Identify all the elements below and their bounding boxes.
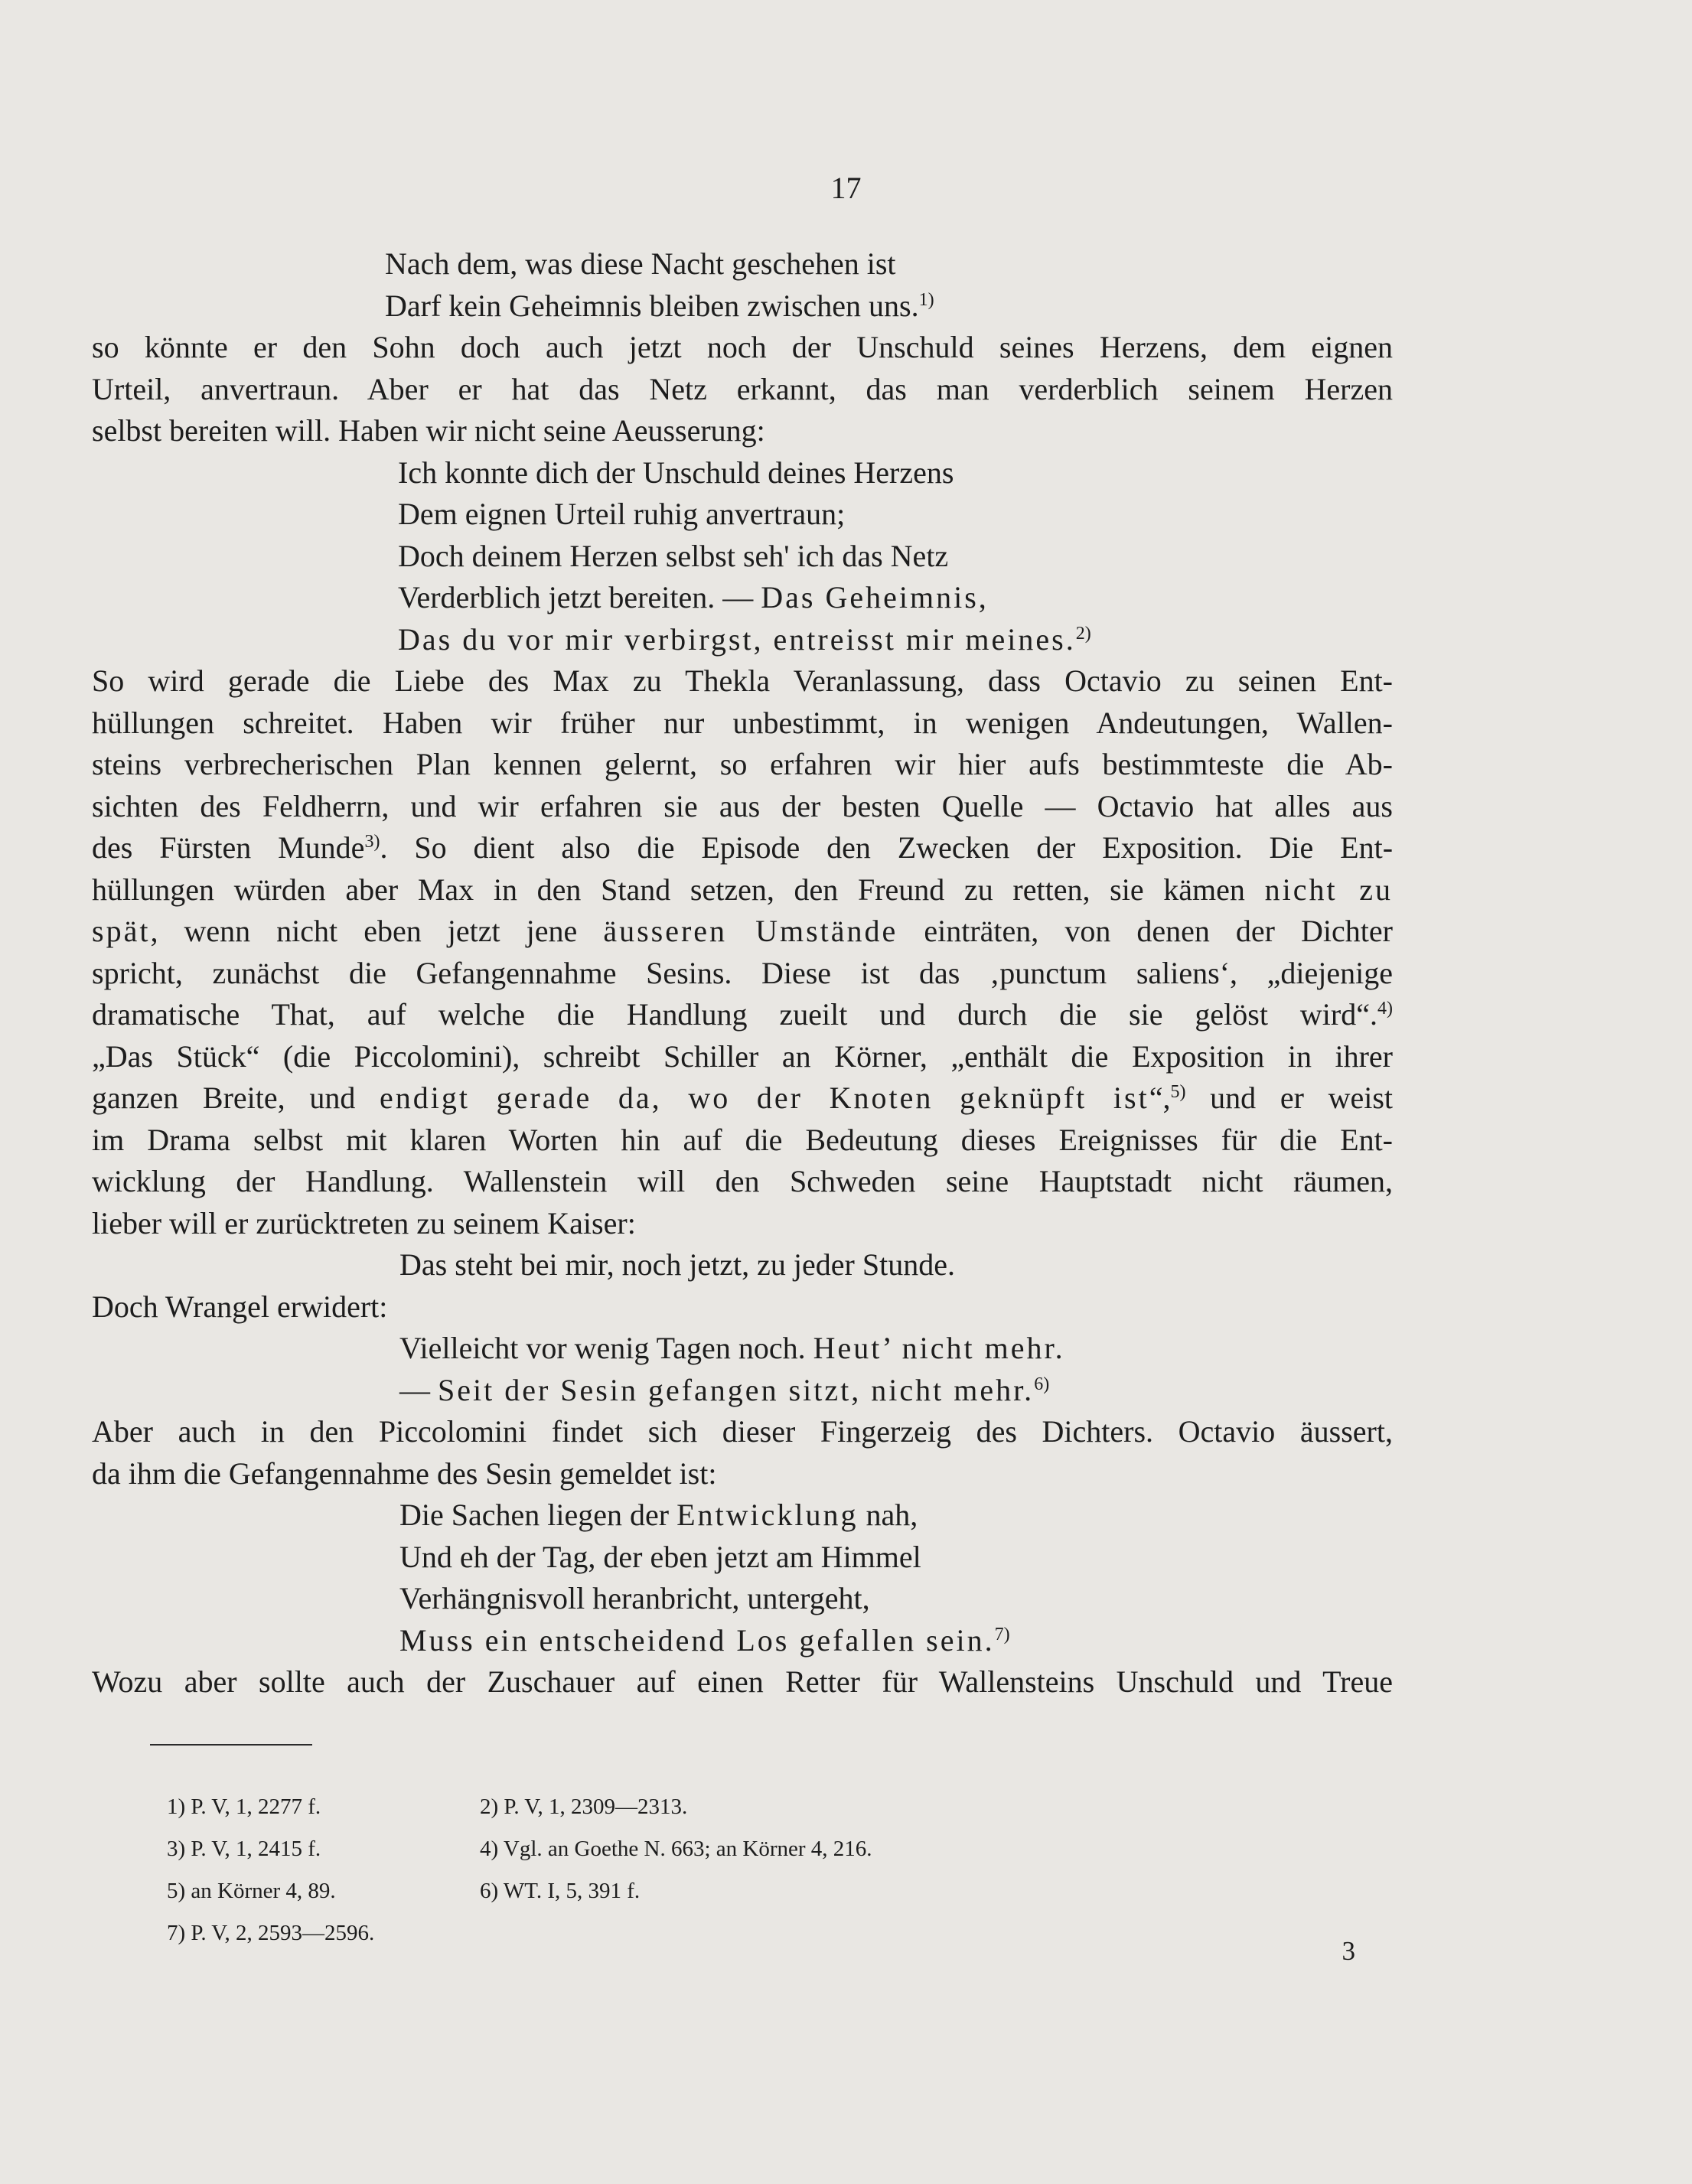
text-line: Doch Wrangel erwidert:	[92, 1289, 388, 1324]
verse-line	[92, 619, 1393, 661]
text-line	[92, 1077, 1393, 1120]
text: , wenn nicht eben jetzt jene	[150, 914, 604, 948]
page-number: 17	[830, 171, 862, 205]
footnote-7: 7) P. V, 2, 2593—2596.	[167, 1921, 375, 1945]
text: dramatische That, auf welche die Handlung zueilt und durch die sie gelöst wird“.	[92, 997, 1377, 1032]
verse-line: Das steht bei mir, noch jetzt, zu jeder Stunde.	[399, 1247, 955, 1282]
text: Vielleicht vor wenig Tagen noch.	[399, 1331, 813, 1365]
main-text	[92, 243, 1393, 1703]
text-line: lieber will er zurücktreten zu seinem Kaiser:	[92, 1205, 636, 1240]
text: “,	[1149, 1081, 1171, 1115]
text: nah,	[858, 1498, 918, 1532]
footnote-1: 1) P. V, 1, 2277 f.	[167, 1794, 321, 1819]
verse-line	[92, 1620, 1393, 1662]
spaced-text: äusseren Umstände	[603, 914, 898, 948]
footnote-rule	[150, 1744, 312, 1746]
text-line: „Das Stück“ (die Piccolomini), schreibt Schiller an Körner, „enthält die Exposition in ihrer	[92, 1038, 1393, 1074]
footnote-4: 4) Vgl. an Goethe N. 663; an Körner 4, 216.	[480, 1837, 872, 1861]
verse-line	[92, 1495, 1393, 1537]
footnote-ref: 1)	[918, 289, 934, 310]
text-line	[92, 911, 1393, 953]
verse-line	[92, 1328, 1393, 1370]
verse-line: Verhängnisvoll heranbricht, untergeht,	[399, 1581, 870, 1615]
text-line: spricht, zunächst die Gefangennahme Sesins. Diese ist das ‚punctum saliens‘, „diejenige	[92, 955, 1393, 990]
verse-line	[92, 285, 1393, 328]
text-line: steins verbrecherischen Plan kennen gelernt, so erfahren wir hier aufs bestimmteste die Ab-	[92, 747, 1393, 781]
footnote-ref: 2)	[1075, 623, 1091, 644]
footnote-2: 2) P. V, 1, 2309—2313.	[480, 1794, 688, 1819]
text: Die Sachen liegen der	[399, 1498, 677, 1532]
spaced-text: endigt gerade da, wo der Knoten geknüpft ist	[380, 1081, 1149, 1115]
footnote-3: 3) P. V, 1, 2415 f.	[167, 1837, 321, 1861]
text: . So dient also die Episode den Zwecken der Exposition. Die Ent-	[380, 830, 1394, 865]
verse-line	[92, 1370, 1393, 1412]
spaced-text: Muss ein entscheidend Los gefallen sein.	[399, 1622, 995, 1658]
footnote-ref: 3)	[364, 832, 380, 852]
text-line: so könnte er den Sohn doch auch jetzt noch der Unschuld seines Herzens, dem eignen	[92, 330, 1393, 364]
text-line: So wird gerade die Liebe des Max zu Thekla Veranlassung, dass Octavio zu seinen Ent-	[92, 663, 1393, 698]
text: ganzen Breite, und	[92, 1081, 380, 1115]
text: Verderblich jetzt bereiten. —	[398, 580, 761, 614]
text-line: da ihm die Gefangennahme des Sesin gemeldet ist:	[92, 1455, 717, 1491]
verse-line: Doch deinem Herzen selbst seh' ich das Netz	[398, 538, 949, 573]
text: und er weist	[1185, 1081, 1394, 1115]
text-line	[92, 827, 1393, 869]
footnote-ref: 6)	[1034, 1374, 1050, 1394]
spaced-text: spät	[92, 914, 151, 948]
text: Darf kein Geheimnis bleiben zwischen uns.	[385, 288, 919, 323]
spaced-text: Entwicklung	[676, 1498, 859, 1532]
text: Nach dem, was diese Nacht geschehen ist	[385, 246, 896, 281]
text-line: Wozu aber sollte auch der Zuschauer auf einen Retter für Wallensteins Unschuld und Treue	[92, 1664, 1393, 1699]
verse-line: Ich konnte dich der Unschuld deines Herzens	[398, 455, 954, 490]
text: einträten, von denen der Dichter	[898, 914, 1393, 948]
text-line	[92, 869, 1393, 911]
verse-line: Dem eignen Urteil ruhig anvertraun;	[398, 497, 846, 531]
spaced-text: Das du vor mir verbirgst, entreisst mir meines.	[398, 621, 1076, 657]
text: hüllungen würden aber Max in den Stand setzen, den Freund zu retten, sie kämen	[92, 872, 1265, 907]
verse-line	[92, 243, 1393, 285]
footnote-5: 5) an Körner 4, 89.	[167, 1879, 336, 1903]
text-line: sichten des Feldherrn, und wir erfahren sie aus der besten Quelle — Octavio hat alles aus	[92, 788, 1393, 823]
spaced-text: Heut’ nicht mehr.	[813, 1331, 1065, 1365]
text: des Fürsten Munde	[92, 830, 365, 865]
text-line	[92, 994, 1393, 1036]
text-line: wicklung der Handlung. Wallenstein will den Schweden seine Hauptstadt nicht räumen,	[92, 1164, 1393, 1198]
text-line: Aber auch in den Piccolomini findet sich dieser Fingerzeig des Dichters. Octavio äussert,	[92, 1414, 1393, 1449]
text-line: hüllungen schreitet. Haben wir früher nur unbestimmt, in wenigen Andeutungen, Wallen-	[92, 705, 1393, 740]
spaced-text: Seit der Sesin gefangen sitzt, nicht mehr.	[438, 1372, 1035, 1407]
verse-line	[92, 577, 1393, 619]
spaced-text: nicht zu	[1264, 872, 1393, 907]
text: —	[399, 1372, 438, 1407]
footnote-6: 6) WT. I, 5, 391 f.	[480, 1879, 641, 1903]
text-line: im Drama selbst mit klaren Worten hin auf die Bedeutung dieses Ereignisses für die Ent-	[92, 1122, 1393, 1157]
text-line: selbst bereiten will. Haben wir nicht seine Aeusserung:	[92, 413, 765, 448]
text-line: Urteil, anvertraun. Aber er hat das Netz erkannt, das man verderblich seinem Herzen	[92, 371, 1393, 406]
signature-mark: 3	[1342, 1936, 1355, 1966]
spaced-text: Das Geheimnis,	[761, 580, 989, 614]
verse-line: Und eh der Tag, der eben jetzt am Himmel	[399, 1539, 921, 1574]
footnote-ref: 5)	[1170, 1082, 1186, 1102]
footnote-ref: 7)	[994, 1624, 1010, 1645]
footnote-ref: 4)	[1377, 999, 1393, 1019]
